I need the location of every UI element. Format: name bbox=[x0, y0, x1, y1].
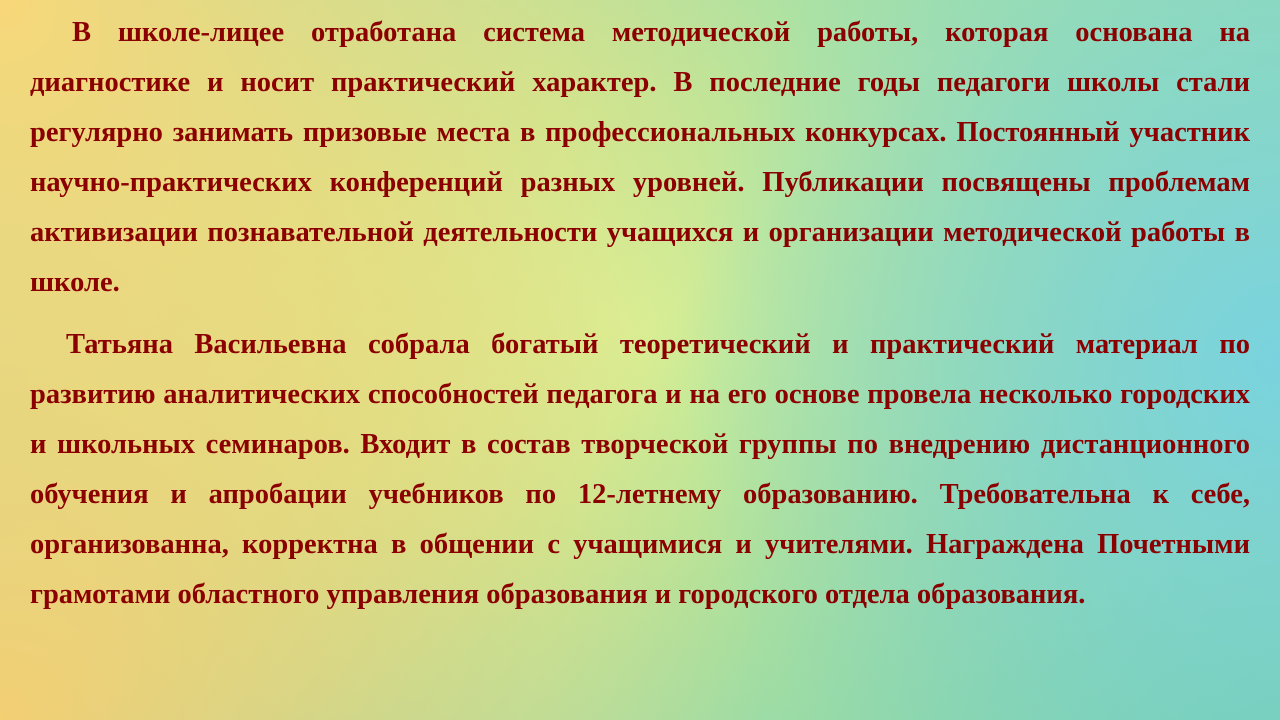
paragraph-methodical-work: В школе-лицее отработана система методической работы, которая основана на диагностике и носит практический характер. В последние годы педагоги школы стали регулярно занимать призовые места в профессиональных конкурсах. Постоянный участник научно-практических конференций разных уровней. Публикации посвящены проблемам активизации познавательной деятельности учащихся и организации методической работы в школе. bbox=[30, 17, 1250, 298]
paragraph-teacher-profile: Татьяна Васильевна собрала богатый теоретический и практический материал по развитию аналитических способностей педагога и на его основе провела несколько городских и школьных семинаров. Входит в состав творческой группы по внедрению дистанционного обучения и апробации учебников по 12-летнему образованию. Требовательна к себе, организованна, корректна в общении с учащимися и учителями. Награждена Почетными грамотами областного управления образования и городского отдела образования. bbox=[30, 329, 1250, 610]
